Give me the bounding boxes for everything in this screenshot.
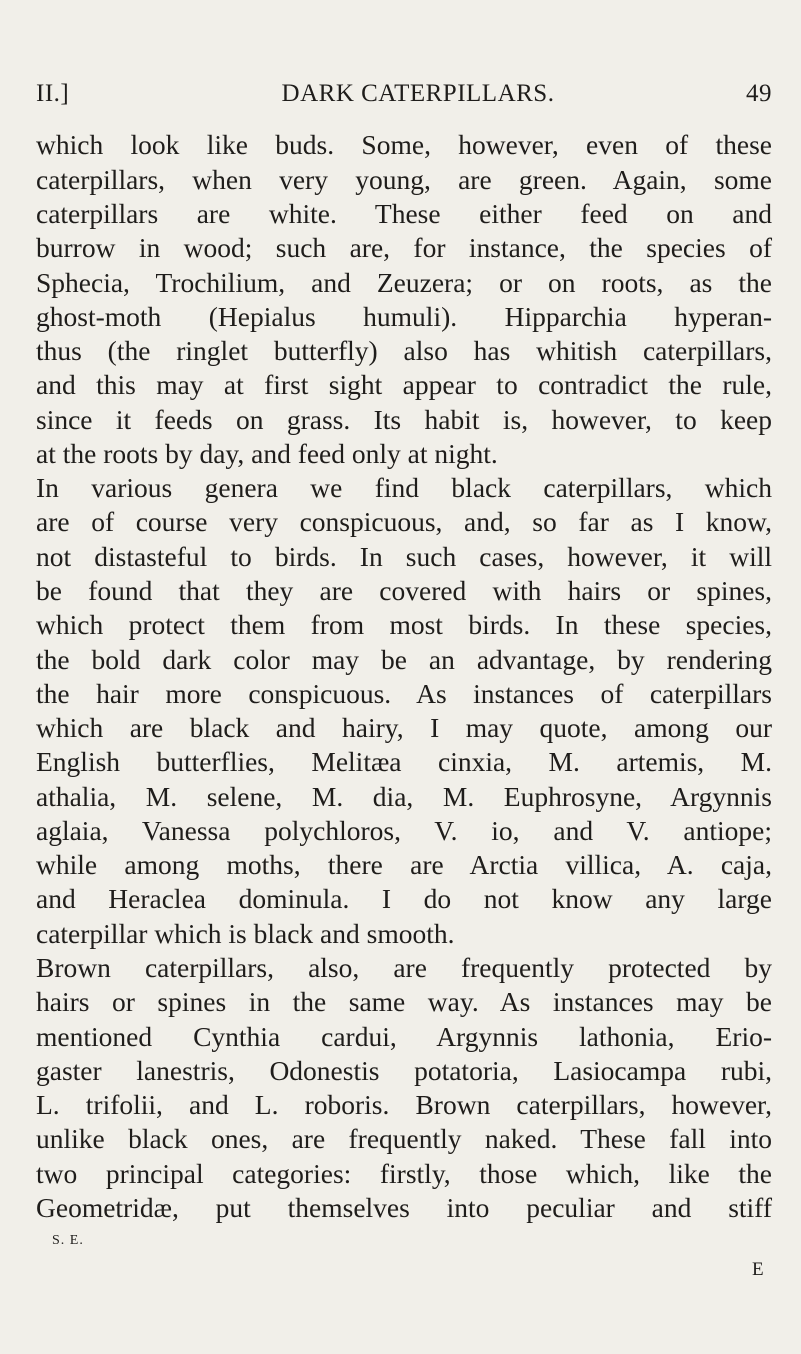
text-line: Brown caterpillars, also, are frequently protected by bbox=[36, 952, 772, 983]
text-line: while among moths, there are Arctia villica, A. caja, bbox=[36, 849, 772, 880]
text-line: Geometridæ, put themselves into peculiar and stiff bbox=[36, 1192, 772, 1223]
text-line: mentioned Cynthia cardui, Argynnis lathonia, Erio- bbox=[36, 1021, 772, 1052]
signature-letter: E bbox=[752, 1259, 764, 1280]
text-line: the hair more conspicuous. As instances of caterpillars bbox=[36, 678, 772, 709]
text-line: are of course very conspicuous, and, so far as I know, bbox=[36, 506, 772, 537]
chapter-number: II.] bbox=[36, 80, 70, 107]
text-line: which look like buds. Some, however, even of these bbox=[36, 129, 772, 160]
text-line: caterpillars are white. These either feed on and bbox=[36, 198, 772, 229]
text-line: aglaia, Vanessa polychloros, V. io, and V. antiope; bbox=[36, 815, 772, 846]
text-line: Sphecia, Trochilium, and Zeuzera; or on roots, as the bbox=[36, 267, 772, 298]
text-line: athalia, M. selene, M. dia, M. Euphrosyne, Argynnis bbox=[36, 781, 772, 812]
running-header bbox=[36, 80, 772, 110]
text-line: ghost-moth (Hepialus humuli). Hipparchia hyperan- bbox=[36, 301, 772, 332]
text-line: unlike black ones, are frequently naked. These fall into bbox=[36, 1123, 772, 1154]
text-line: two principal categories: firstly, those which, like the bbox=[36, 1158, 772, 1189]
text-line: and this may at first sight appear to contradict the rule, bbox=[36, 369, 772, 400]
text-line: burrow in wood; such are, for instance, the species of bbox=[36, 232, 772, 263]
text-line: caterpillars, when very young, are green. Again, some bbox=[36, 164, 772, 195]
text-line: caterpillar which is black and smooth. bbox=[36, 918, 455, 949]
text-line: thus (the ringlet butterfly) also has whitish caterpillars, bbox=[36, 335, 772, 366]
text-line: which protect them from most birds. In these species, bbox=[36, 609, 772, 640]
page-number: 49 bbox=[746, 80, 772, 107]
text-line: the bold dark color may be an advantage, by rendering bbox=[36, 644, 772, 675]
running-title: DARK CATERPILLARS. bbox=[281, 80, 555, 107]
printer-signature: S. E. bbox=[52, 1233, 84, 1248]
text-line: hairs or spines in the same way. As instances may be bbox=[36, 986, 772, 1017]
text-line: since it feeds on grass. Its habit is, however, to keep bbox=[36, 404, 772, 435]
text-line: be found that they are covered with hairs or spines, bbox=[36, 575, 772, 606]
text-line: not distasteful to birds. In such cases, however, it will bbox=[36, 541, 772, 572]
text-line: gaster lanestris, Odonestis potatoria, Lasiocampa rubi, bbox=[36, 1055, 772, 1086]
text-line: In various genera we find black caterpillars, which bbox=[36, 472, 772, 503]
text-line: and Heraclea dominula. I do not know any large bbox=[36, 883, 772, 914]
text-line: which are black and hairy, I may quote, among our bbox=[36, 712, 772, 743]
text-line: L. trifolii, and L. roboris. Brown caterpillars, however, bbox=[36, 1089, 772, 1120]
text-line: English butterflies, Melitæa cinxia, M. artemis, M. bbox=[36, 746, 772, 777]
text-line: at the roots by day, and feed only at night. bbox=[36, 438, 498, 469]
